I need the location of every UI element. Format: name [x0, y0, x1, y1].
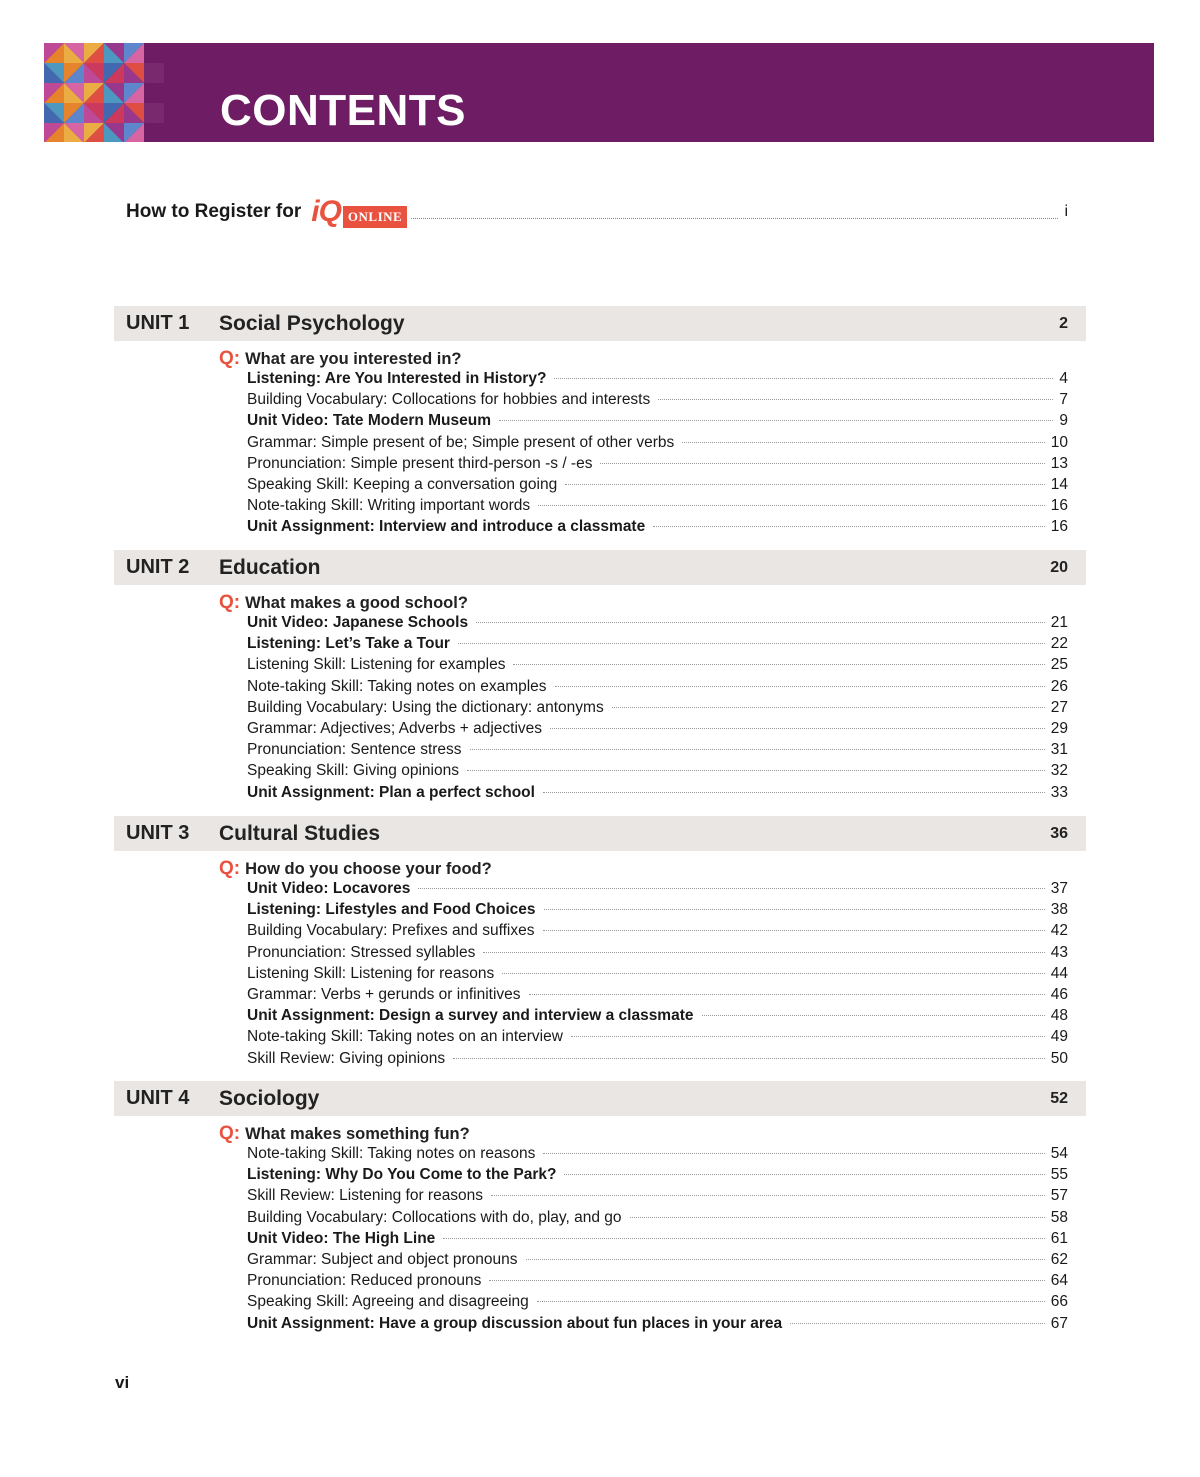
entry-label: Listening Skill: Listening for examples: [247, 656, 506, 674]
mosaic-pattern-icon: [44, 43, 169, 142]
entry-label: Skill Review: Listening for reasons: [247, 1187, 484, 1205]
toc-entry[interactable]: [247, 1209, 1068, 1230]
toc-entry[interactable]: [247, 901, 1068, 922]
toc-entry[interactable]: [247, 1028, 1068, 1049]
entry-label: Speaking Skill: Keeping a conversation going: [247, 475, 558, 493]
entry-page: 49: [1050, 1028, 1068, 1046]
dot-leader: [544, 909, 1045, 910]
dot-leader: [458, 643, 1045, 644]
entry-label: Building Vocabulary: Prefixes and suffixes: [247, 922, 535, 940]
toc-entry[interactable]: [247, 986, 1068, 1007]
unit-section: [114, 550, 1086, 805]
question-text: What makes a good school?: [245, 593, 468, 612]
toc-entry[interactable]: [247, 1166, 1068, 1187]
dot-leader: [543, 930, 1045, 931]
entry-page: 42: [1050, 922, 1068, 940]
toc-entry[interactable]: [247, 635, 1068, 656]
toc-entry[interactable]: [247, 1272, 1068, 1293]
entry-page: 22: [1050, 635, 1068, 653]
entry-page: 13: [1050, 454, 1068, 472]
unit-number: UNIT 1: [126, 312, 190, 334]
register-label: How to Register for: [126, 201, 302, 222]
unit-question: [219, 1123, 1086, 1145]
toc-entry[interactable]: [247, 1050, 1068, 1071]
dot-leader: [502, 973, 1044, 974]
unit-page: 36: [1050, 824, 1068, 842]
dot-leader: [526, 1259, 1045, 1260]
unit-page: 52: [1050, 1089, 1068, 1107]
dot-leader: [467, 770, 1045, 771]
dot-leader: [529, 994, 1045, 995]
dot-leader: [564, 1174, 1044, 1175]
unit-section: [114, 816, 1086, 1071]
toc-entry[interactable]: [247, 518, 1068, 539]
entry-label: Listening: Let’s Take a Tour: [247, 635, 450, 653]
toc-entry[interactable]: [247, 1293, 1068, 1314]
toc-entry[interactable]: [247, 880, 1068, 901]
entry-label: Unit Assignment: Have a group discussion about fun places in your area: [247, 1314, 783, 1332]
unit-number: UNIT 3: [126, 822, 190, 844]
toc-entry[interactable]: [247, 476, 1068, 497]
entry-label: Listening: Why Do You Come to the Park?: [247, 1166, 557, 1184]
unit-page: 2: [1059, 314, 1068, 332]
entry-label: Building Vocabulary: Collocations for hobbies and interests: [247, 391, 651, 409]
dot-leader: [453, 1058, 1045, 1059]
entry-list: [247, 614, 1068, 805]
entry-page: 26: [1050, 677, 1068, 695]
entry-label: Pronunciation: Simple present third-person -s / -es: [247, 454, 593, 472]
entry-page: 10: [1050, 433, 1068, 451]
entry-page: 50: [1050, 1049, 1068, 1067]
header-bar: [44, 43, 1154, 142]
question-text: How do you choose your food?: [245, 859, 492, 878]
entry-page: 29: [1050, 719, 1068, 737]
entry-page: 66: [1050, 1293, 1068, 1311]
dot-leader: [543, 792, 1045, 793]
dot-leader: [612, 707, 1045, 708]
dot-leader: [411, 218, 1058, 219]
entry-page: 38: [1050, 901, 1068, 919]
entry-page: 58: [1050, 1208, 1068, 1226]
dot-leader: [555, 686, 1045, 687]
toc-entry[interactable]: [247, 614, 1068, 635]
toc-entry[interactable]: [247, 1145, 1068, 1166]
entry-page: 16: [1050, 497, 1068, 515]
page-number: vi: [115, 1373, 130, 1392]
toc-entry[interactable]: [247, 922, 1068, 943]
dot-leader: [682, 442, 1044, 443]
entry-label: Skill Review: Giving opinions: [247, 1049, 446, 1067]
dot-leader: [491, 1195, 1045, 1196]
dot-leader: [499, 420, 1053, 421]
entry-label: Grammar: Adjectives; Adverbs + adjectives: [247, 719, 543, 737]
entry-label: Listening Skill: Listening for reasons: [247, 964, 495, 982]
entry-page: 21: [1050, 614, 1068, 631]
q-icon: Q:: [219, 592, 241, 613]
dot-leader: [790, 1323, 1045, 1324]
toc-entry[interactable]: [247, 944, 1068, 965]
entry-page: 64: [1050, 1272, 1068, 1290]
toc-entry[interactable]: [247, 784, 1068, 805]
toc-entry[interactable]: [247, 1007, 1068, 1028]
entry-page: 33: [1050, 783, 1068, 801]
online-badge: ONLINE: [343, 206, 407, 228]
page-title: CONTENTS: [220, 86, 466, 135]
dot-leader: [702, 1015, 1045, 1016]
toc-entry[interactable]: [247, 1187, 1068, 1208]
entry-page: 46: [1050, 985, 1068, 1003]
unit-question: [219, 348, 1086, 370]
entry-page: 9: [1059, 412, 1068, 430]
entry-page: 4: [1059, 370, 1068, 387]
dot-leader: [571, 1036, 1045, 1037]
register-page: i: [1064, 203, 1068, 220]
entry-label: Unit Assignment: Interview and introduce a classmate: [247, 518, 646, 536]
entry-list: [247, 880, 1068, 1071]
toc-entry[interactable]: [247, 412, 1068, 433]
entry-page: 32: [1050, 762, 1068, 780]
unit-header-bar[interactable]: [114, 550, 1086, 585]
toc-entry[interactable]: [247, 678, 1068, 699]
entry-label: Pronunciation: Reduced pronouns: [247, 1272, 482, 1290]
dot-leader: [443, 1238, 1044, 1239]
entry-page: 54: [1050, 1145, 1068, 1162]
question-text: What are you interested in?: [245, 349, 462, 368]
entry-label: Pronunciation: Stressed syllables: [247, 943, 476, 961]
unit-number: UNIT 2: [126, 556, 190, 578]
toc-entry[interactable]: [247, 762, 1068, 783]
unit-title: Education: [219, 555, 321, 579]
unit-title: Social Psychology: [219, 311, 405, 335]
entry-label: Grammar: Simple present of be; Simple present of other verbs: [247, 433, 675, 451]
entry-label: Note-taking Skill: Writing important words: [247, 497, 531, 515]
dot-leader: [630, 1217, 1045, 1218]
entry-page: 16: [1050, 518, 1068, 536]
toc-entry[interactable]: [247, 370, 1068, 391]
entry-page: 67: [1050, 1314, 1068, 1332]
entry-page: 31: [1050, 741, 1068, 759]
q-icon: Q:: [219, 1123, 241, 1144]
q-icon: Q:: [219, 858, 241, 879]
entry-label: Building Vocabulary: Using the dictionary: antonyms: [247, 698, 604, 716]
toc-entry[interactable]: [247, 1230, 1068, 1251]
toc-entry[interactable]: [247, 656, 1068, 677]
dot-leader: [538, 505, 1045, 506]
question-text: What makes something fun?: [245, 1124, 470, 1143]
dot-leader: [483, 952, 1044, 953]
unit-question: [219, 858, 1086, 880]
entry-page: 55: [1050, 1166, 1068, 1184]
dot-leader: [653, 526, 1045, 527]
entry-label: Unit Video: Locavores: [247, 880, 411, 897]
entry-page: 43: [1050, 943, 1068, 961]
entry-page: 7: [1059, 391, 1068, 409]
entry-page: 61: [1050, 1229, 1068, 1247]
toc-entry[interactable]: [247, 434, 1068, 455]
dot-leader: [476, 622, 1045, 623]
toc-entry[interactable]: [247, 497, 1068, 518]
entry-page: 14: [1050, 475, 1068, 493]
dot-leader: [418, 888, 1044, 889]
unit-title: Sociology: [219, 1086, 320, 1110]
toc-entry[interactable]: [247, 455, 1068, 476]
unit-number: UNIT 4: [126, 1087, 190, 1109]
dot-leader: [543, 1153, 1044, 1154]
entry-label: Note-taking Skill: Taking notes on an interview: [247, 1028, 563, 1046]
entry-label: Unit Assignment: Plan a perfect school: [247, 783, 535, 801]
toc-entry[interactable]: [247, 965, 1068, 986]
entry-label: Note-taking Skill: Taking notes on examples: [247, 677, 547, 695]
entry-label: Listening: Lifestyles and Food Choices: [247, 901, 536, 919]
dot-leader: [470, 749, 1045, 750]
entry-page: 37: [1050, 880, 1068, 897]
unit-section: [114, 306, 1086, 540]
toc-entry[interactable]: [247, 1315, 1068, 1336]
dot-leader: [550, 728, 1045, 729]
unit-title: Cultural Studies: [219, 821, 381, 845]
entry-label: Pronunciation: Sentence stress: [247, 741, 462, 759]
entry-label: Note-taking Skill: Taking notes on reasons: [247, 1145, 536, 1162]
dot-leader: [554, 378, 1053, 379]
entry-label: Unit Video: Tate Modern Museum: [247, 412, 491, 430]
toc-entry[interactable]: [247, 1251, 1068, 1272]
dot-leader: [513, 664, 1044, 665]
entry-page: 27: [1050, 698, 1068, 716]
entry-page: 44: [1050, 964, 1068, 982]
entry-label: Speaking Skill: Giving opinions: [247, 762, 459, 780]
unit-page: 20: [1050, 558, 1068, 576]
entry-label: Unit Video: Japanese Schools: [247, 614, 469, 631]
entry-label: Grammar: Verbs + gerunds or infinitives: [247, 985, 521, 1003]
toc-entry[interactable]: [247, 699, 1068, 720]
entry-page: 62: [1050, 1250, 1068, 1268]
entry-label: Unit Assignment: Design a survey and interview a classmate: [247, 1007, 694, 1025]
unit-header-bar[interactable]: [114, 306, 1086, 341]
q-icon: Q:: [219, 348, 241, 369]
register-row[interactable]: [126, 192, 1068, 232]
unit-question: [219, 592, 1086, 614]
entry-label: Building Vocabulary: Collocations with do, play, and go: [247, 1208, 622, 1226]
iq-logo-text: iQ: [311, 195, 341, 228]
dot-leader: [489, 1280, 1044, 1281]
unit-header-bar[interactable]: [114, 1081, 1086, 1116]
entry-label: Unit Video: The High Line: [247, 1229, 436, 1247]
entry-label: Grammar: Subject and object pronouns: [247, 1250, 518, 1268]
dot-leader: [565, 484, 1045, 485]
toc-entry[interactable]: [247, 720, 1068, 741]
dot-leader: [537, 1301, 1045, 1302]
entry-label: Speaking Skill: Agreeing and disagreeing: [247, 1293, 529, 1311]
entry-list: [247, 1145, 1068, 1336]
entry-page: 48: [1050, 1007, 1068, 1025]
unit-header-bar[interactable]: [114, 816, 1086, 851]
dot-leader: [600, 463, 1044, 464]
entry-page: 57: [1050, 1187, 1068, 1205]
iq-online-logo: [311, 196, 407, 228]
entry-page: 25: [1050, 656, 1068, 674]
entry-list: [247, 370, 1068, 540]
toc-entry[interactable]: [247, 391, 1068, 412]
dot-leader: [658, 399, 1053, 400]
entry-label: Listening: Are You Interested in History?: [247, 370, 547, 387]
unit-section: [114, 1081, 1086, 1336]
toc-entry[interactable]: [247, 741, 1068, 762]
